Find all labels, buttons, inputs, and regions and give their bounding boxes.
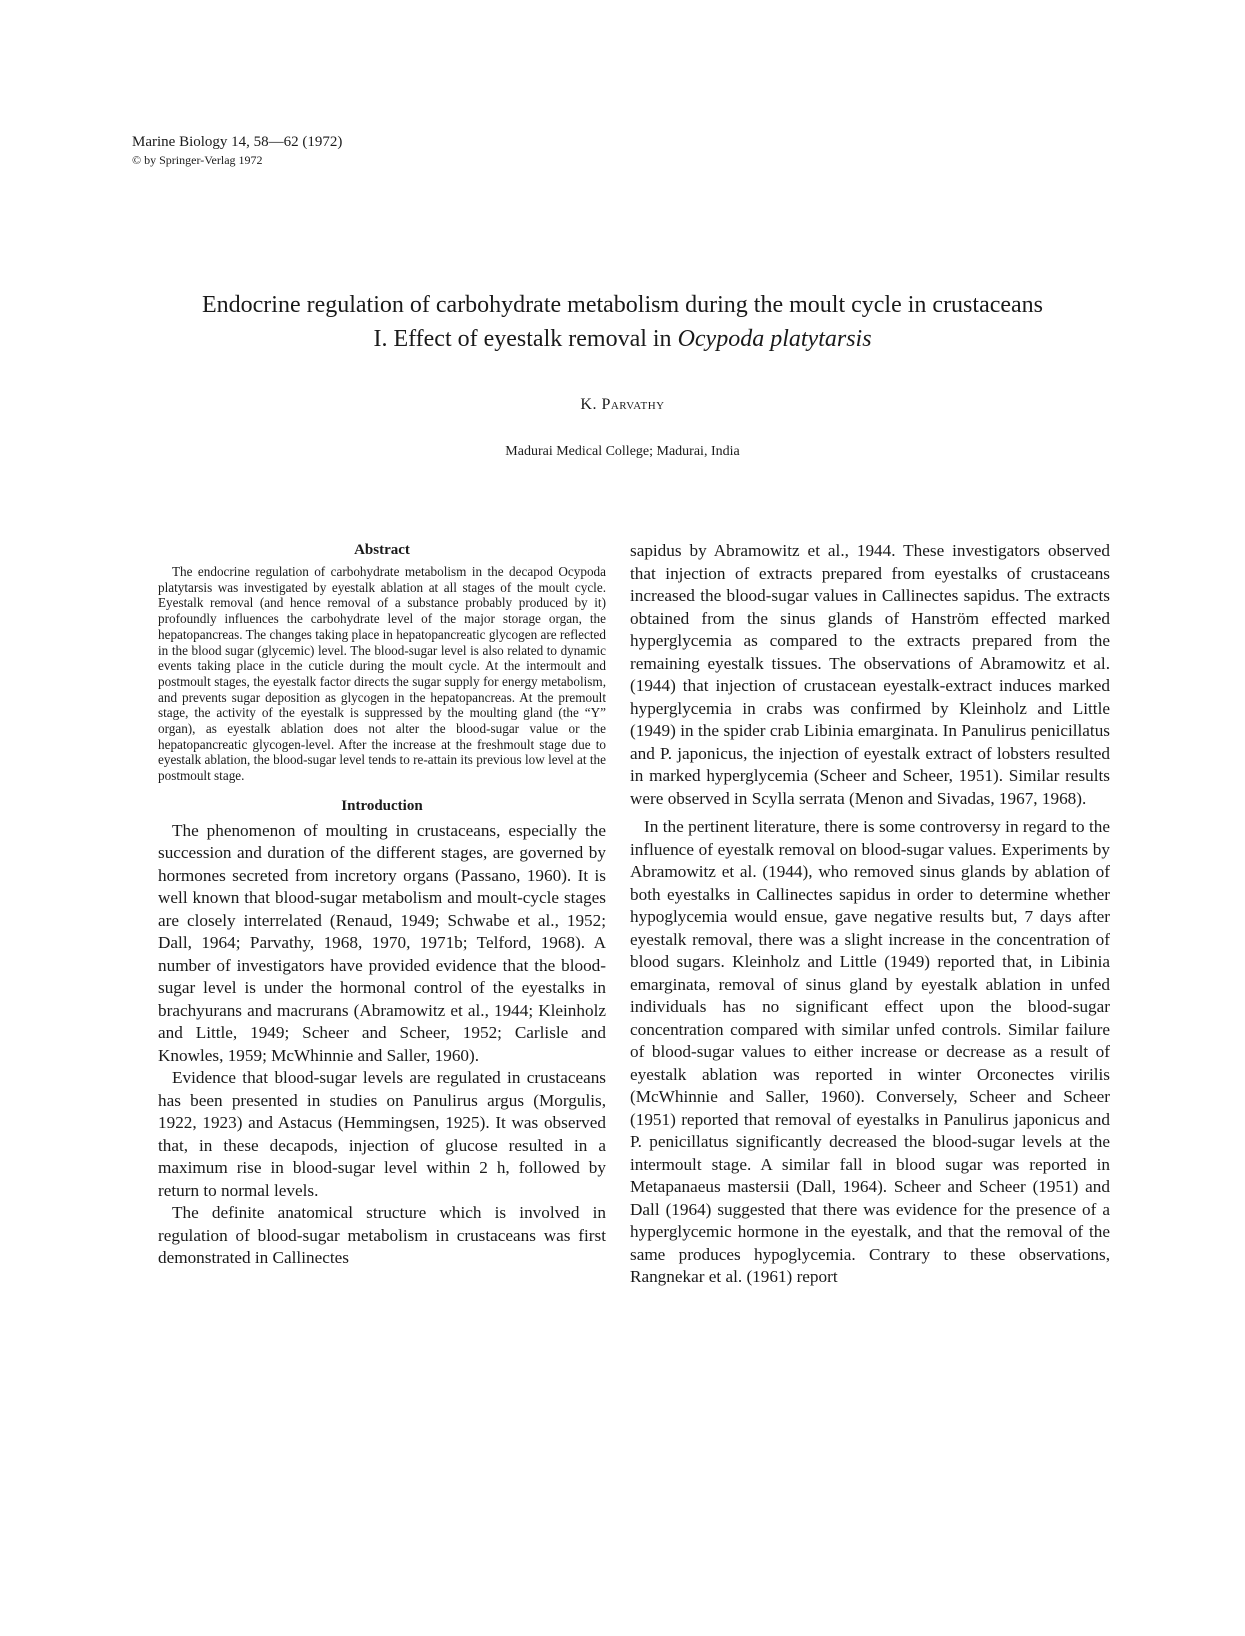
- intro-paragraph-1: The phenomenon of moulting in crustaceans, especially the succession and duration of the different stages, are governed by hormones secreted from incretory organs (Passano, 1960). It is well known that blood-sugar metabolism and moult-cycle stages are closely interrelated (Renaud, 1949; Schwabe et al., 1952; Dall, 1964; Parvathy, 1968, 1970, 1971b; Telford, 1968). A number of investigators have provided evidence that the blood-sugar level is under the hormonal control of the eyestalks in brachyurans and macrurans (Abramowitz et al., 1944; Kleinholz and Little, 1949; Scheer and Scheer, 1952; Carlisle and Knowles, 1959; McWhinnie and Saller, 1960).: [158, 820, 606, 1065]
- journal-header: [132, 133, 632, 169]
- title-line-2: [60, 322, 1185, 356]
- right-column: [630, 540, 1110, 1289]
- copyright-notice: © by Springer-Verlag 1972: [132, 153, 263, 167]
- affiliation: Madurai Medical College; Madurai, India: [505, 444, 740, 459]
- right-paragraph-1: sapidus by Abramowitz et al., 1944. These investigators observed that injection of extracts prepared from eyestalks of crustaceans increased the blood-sugar values in Callinectes sapidus. The extracts obtained from the sinus glands of Hanström effected marked hyperglycemia as compared to the extracts prepared from the remaining eyestalk tissues. The observations of Abramowitz et al. (1944) that injection of crustacean eyestalk-extract induces marked hyperglycemia in crabs was confirmed by Kleinholz and Little (1949) in the spider crab Libinia emarginata. In Panulirus penicillatus and P. japonicus, the injection of eyestalk extract of lobsters resulted in marked hyperglycemia (Scheer and Scheer, 1951). Similar results were observed in Scylla serrata (Menon and Sivadas, 1967, 1968).: [630, 541, 1110, 808]
- intro-paragraph-2: Evidence that blood-sugar levels are regulated in crustaceans has been presented in studies on Panulirus argus (Morgulis, 1922, 1923) and Astacus (Hemmingsen, 1925). It was observed that, in these decapods, injection of glucose resulted in a maximum rise in blood-sugar level within 2 h, followed by return to normal levels.: [158, 1068, 606, 1200]
- journal-citation: Marine Biology 14, 58—62 (1972): [132, 134, 343, 150]
- intro-paragraph-3: The definite anatomical structure which is involved in regulation of blood-sugar metabolism in crustaceans was first demonstrated in Callinectes: [158, 1203, 606, 1268]
- title-line-1: Endocrine regulation of carbohydrate metabolism during the moult cycle in crustaceans: [201, 292, 1044, 318]
- author-text: K. Parvathy: [580, 396, 665, 413]
- abstract-heading: Abstract: [354, 542, 410, 558]
- left-column: [158, 540, 606, 1270]
- author-name: [60, 396, 1185, 414]
- right-paragraph-2: In the pertinent literature, there is some controversy in regard to the influence of eyestalk removal on blood-sugar values. Experiments by Abramowitz et al. (1944), who removed sinus glands by ablation of both eyestalks in Callinectes sapidus in order to determine whether hypoglycemia would ensue, gave negative results but, 7 days after eyestalk removal, there was a slight increase in the concentration of blood sugars. Kleinholz and Little (1949) reported that, in Libinia emarginata, removal of sinus gland by eyestalk ablation in unfed individuals has no significant effect upon the blood-sugar concentration compared with similar unfed controls. Similar failure of blood-sugar values to either increase or decrease as a result of eyestalk ablation was reported in winter Orconectes virilis (McWhinnie and Saller, 1960). Conversely, Scheer and Scheer (1951) reported that removal of eyestalks in Panulirus japonicus and P. penicillatus significantly decreased the blood-sugar levels at the intermoult stage. A similar fall in blood sugar was reported in Metapanaeus mastersii (Dall, 1964). Scheer and Scheer (1951) and Dall (1964) suggested that there was evidence for the presence of a hyperglycemic hormone in the eyestalk, and that the removal of the same produces hypoglycemia. Contrary to these observations, Rangnekar et al. (1961) report: [630, 817, 1110, 1286]
- title-line-2-prefix: I. Effect of eyestalk removal in: [373, 326, 678, 352]
- abstract-text: The endocrine regulation of carbohydrate metabolism in the decapod Ocypoda platytarsis was investigated by eyestalk ablation at all stages of the moult cycle. Eyestalk removal (and hence removal of a substance probably produced by it) profoundly influences the carbohydrate level of the major storage organ, the hepatopancreas. The changes taking place in hepatopancreatic glycogen are reflected in the blood sugar (glycemic) level. The blood-sugar level is also related to dynamic events taking place in the cuticle during the moult cycle. At the intermoult and postmoult stages, the eyestalk factor directs the sugar supply for energy metabolism, and prevents sugar deposition as glycogen in the hepatopancreas. At the premoult stage, the activity of the eyestalk is suppressed by the moulting gland (the “Y” organ), as eyestalk ablation does not alter the blood-sugar value or the hepatopancreatic glycogen-level. After the increase at the freshmoult stage due to eyestalk ablation, the blood-sugar level tends to re-attain its previous low level at the postmoult stage.: [158, 564, 606, 784]
- title-species: Ocypoda platytarsis: [677, 326, 872, 352]
- introduction-heading: Introduction: [341, 797, 423, 814]
- paper-title: [60, 288, 1185, 356]
